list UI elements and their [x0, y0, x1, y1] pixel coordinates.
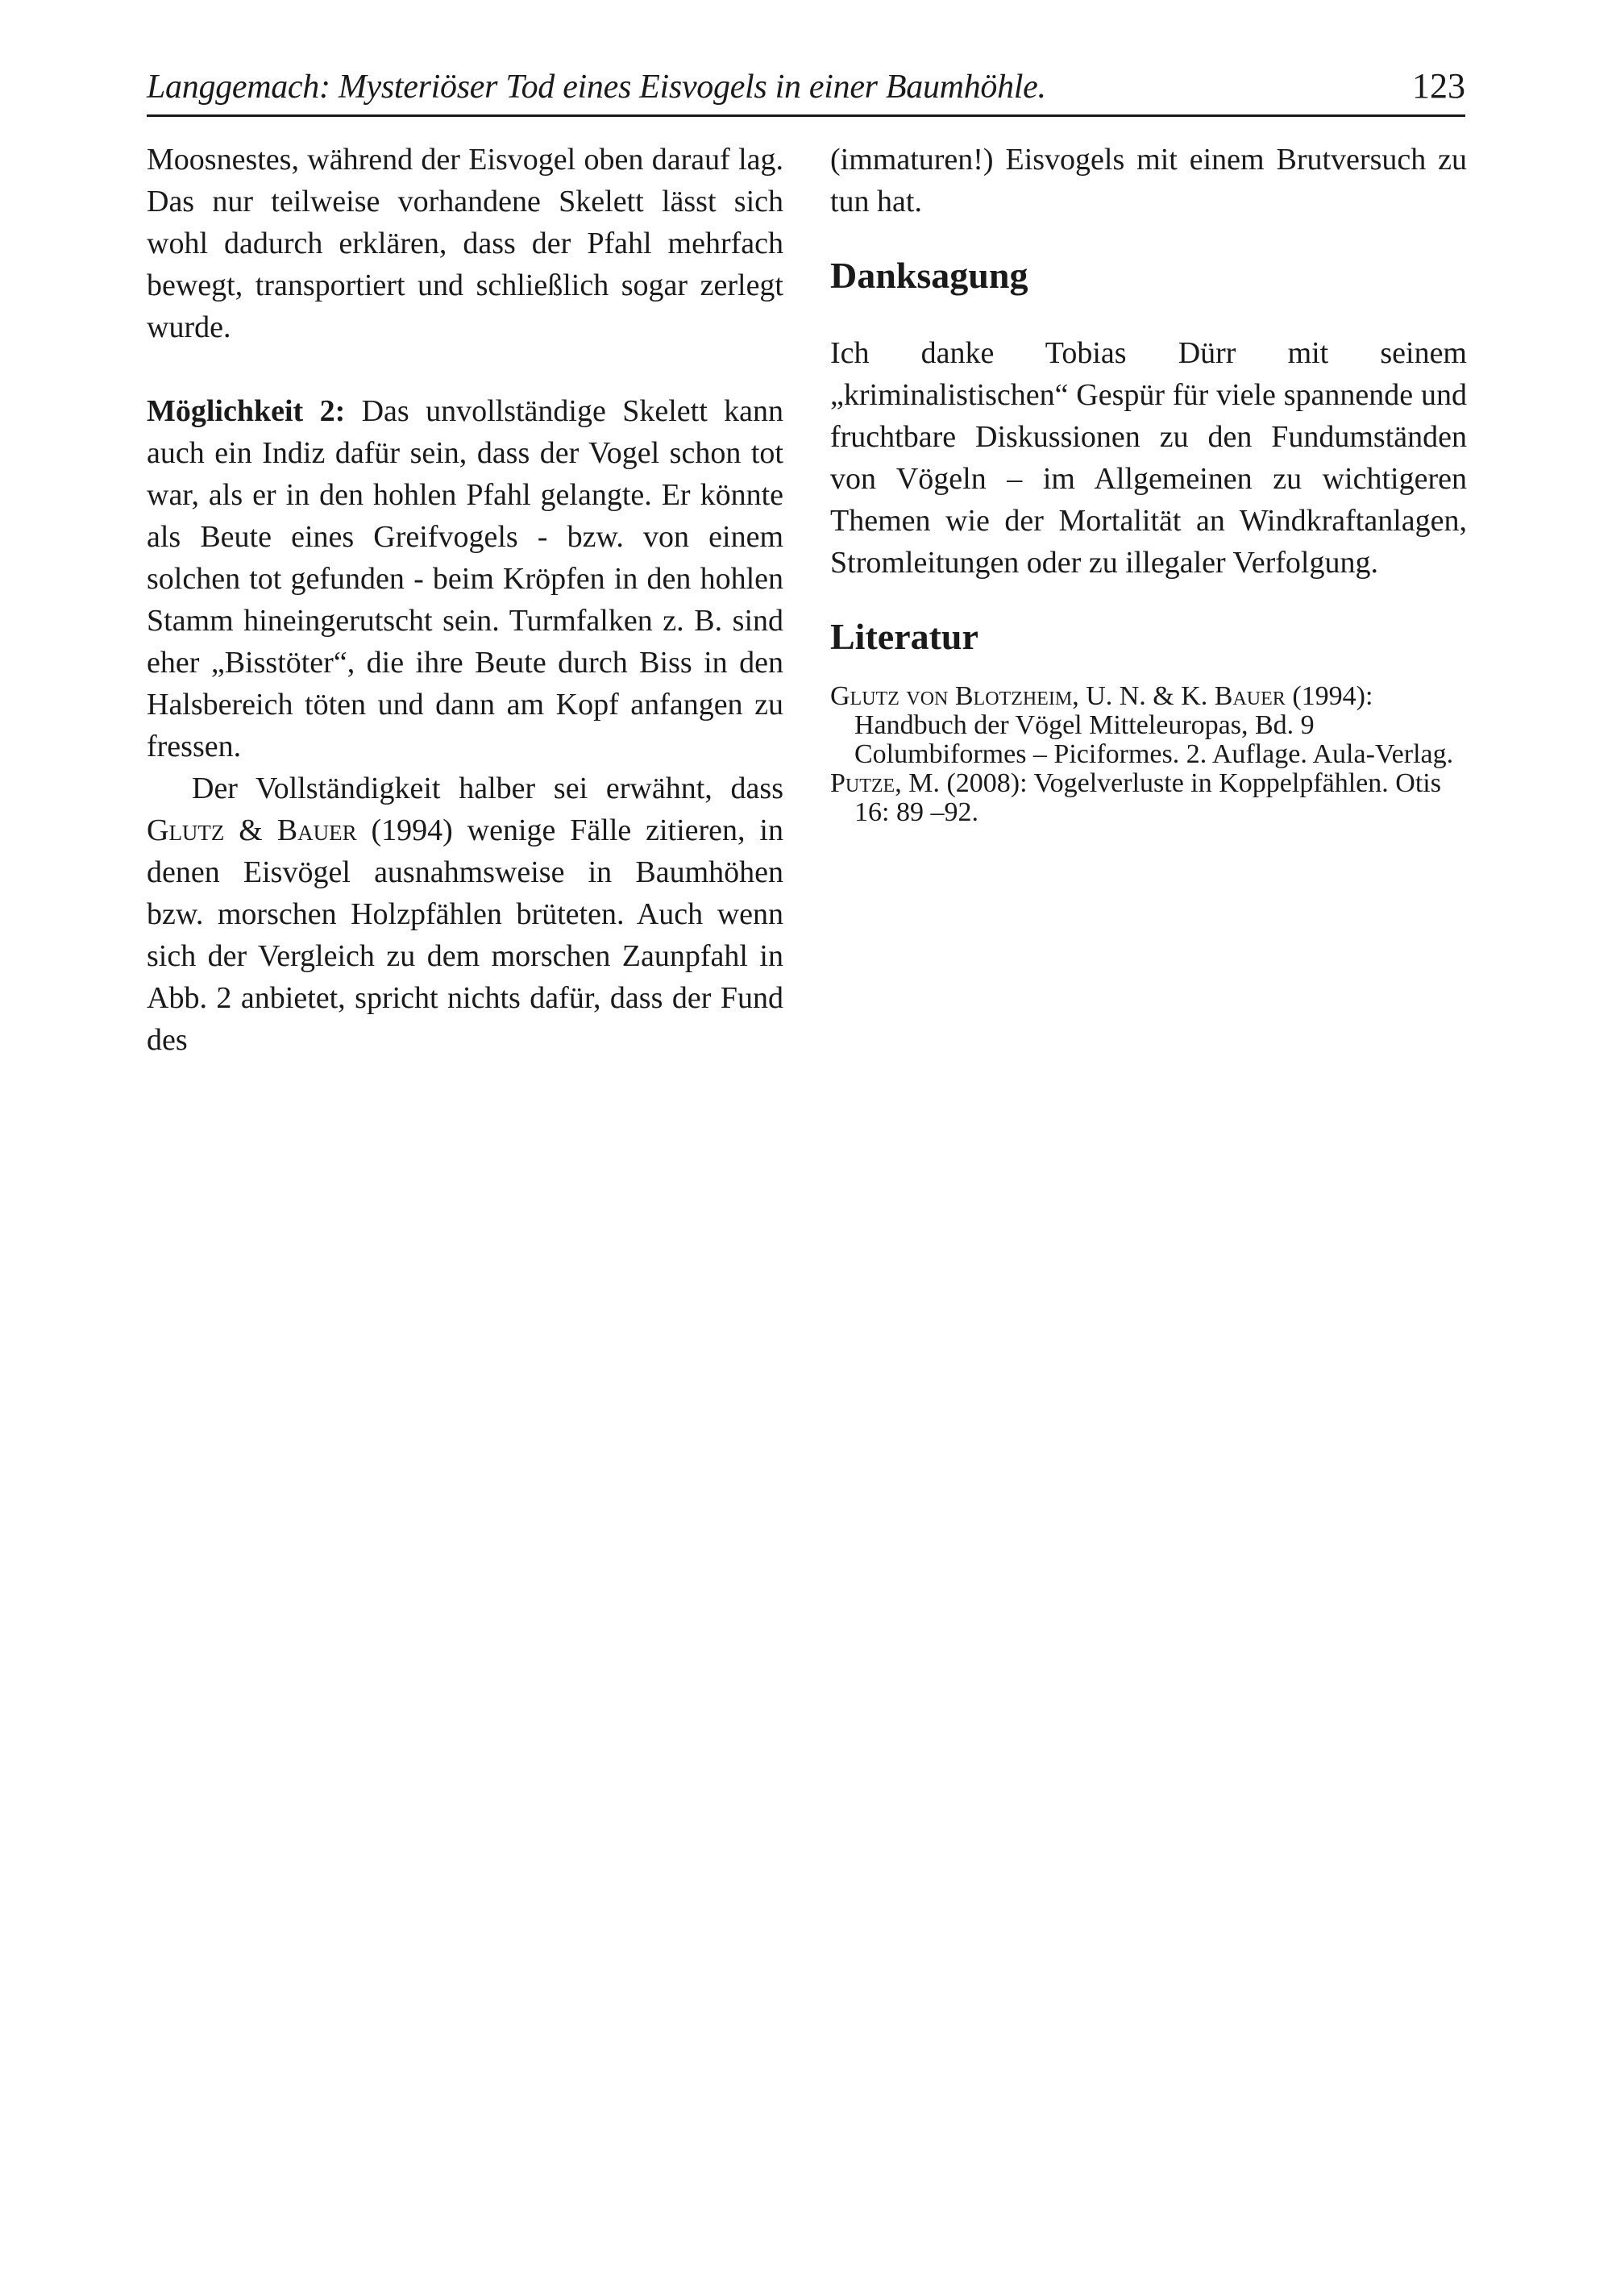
reference-entry — [830, 769, 1467, 827]
paragraph: Moosnestes, während der Eisvogel oben darauf lag. Das nur teilweise vorhandene Skelett lässt sich wohl dadurch erklären, dass der Pfahl mehrfach bewegt, transportiert und schließlich sogar zerlegt wurde. — [147, 143, 783, 344]
paragraph — [147, 767, 783, 1061]
running-header — [147, 63, 1465, 117]
paragraph-text: Das unvollständige Skelett kann auch ein Indiz dafür sein, dass der Vogel schon tot war, als er in den hohlen Pfahl gelangte. Er könnte als Beute eines Greifvogels - bzw. von einem solchen tot gefunden - beim Kröpfen in den hohlen Stamm hineingerutscht sein. Turmfalken z. B. sind eher „Bisstöter“, die ihre Beute durch Biss in den Halsbereich töten und dann am Kopf anfangen zu fressen. — [147, 394, 783, 763]
paragraph-lead: Möglichkeit 2: — [147, 394, 346, 428]
paragraph: (immaturen!) Eisvogels mit einem Brutversuch zu tun hat. — [830, 143, 1467, 218]
page-number: 123 — [1412, 66, 1465, 106]
right-column — [830, 139, 1467, 827]
paragraph-text: (1994) wenige Fälle zitieren, in denen Eisvögel ausnahmsweise in Baumhöhen bzw. morschen Holzpfählen brüteten. Auch wenn sich der Vergleich zu dem morschen Zaunpfahl in Abb. 2 anbietet, spricht nichts dafür, dass der Fund des — [147, 813, 783, 1057]
author-name: Bauer — [276, 813, 357, 847]
running-title: Langgemach: Mysteriöser Tod eines Eisvogels in einer Baumhöhle. — [147, 69, 1046, 106]
reference-author: Putze — [830, 768, 895, 798]
paragraph-text: Der Vollständigkeit halber sei erwähnt, dass — [192, 772, 783, 805]
reference-entry — [830, 682, 1467, 769]
reference-author: Bauer — [1214, 681, 1286, 711]
section-heading-danksagung: Danksagung — [830, 255, 1028, 296]
paragraph — [147, 390, 783, 767]
reference-text: (1994): Handbuch der Vögel Mitteleuropas, Bd. 9 Columbiformes – Piciformes. 2. Auflage. Aula-Verlag. — [854, 681, 1454, 769]
reference-author: Glutz von Blotzheim — [830, 681, 1073, 711]
reference-text: , U. N. & K. — [1072, 681, 1215, 711]
left-column — [147, 139, 783, 1061]
reference-text: , M. (2008): Vogelverluste in Koppelpfählen. Otis 16: 89 –92. — [854, 768, 1441, 827]
author-name: Glutz — [147, 813, 225, 847]
paragraph: Ich danke Tobias Dürr mit seinem „kriminalistischen“ Gespür für viele spannende und fruchtbare Diskussionen zu den Fundumständen von Vögeln – im Allgemeinen zu wichtigeren Themen wie der Mortalität an Windkraftanlagen, Stromleitungen oder zu illegaler Verfolgung. — [830, 336, 1467, 580]
ampersand: & — [224, 813, 277, 847]
paragraph-gap — [147, 348, 783, 390]
section-heading-literatur: Literatur — [830, 616, 978, 657]
